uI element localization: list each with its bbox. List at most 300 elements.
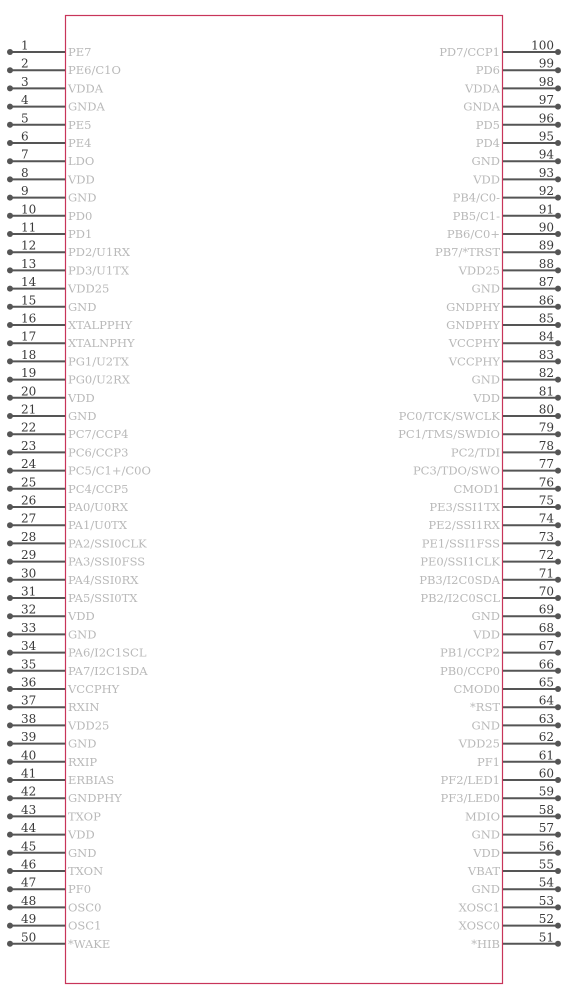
pin-name: PD1	[68, 227, 93, 241]
pin-name: MDIO	[465, 809, 500, 824]
pin-name: *WAKE	[68, 936, 111, 951]
pin-number: 46	[21, 857, 37, 872]
pin-name: PE3/SSI1TX	[429, 500, 500, 514]
pin-number: 53	[538, 893, 554, 908]
pin-number: 60	[538, 766, 554, 781]
pin-number: 83	[538, 347, 554, 362]
pin-name: VDD	[473, 172, 500, 187]
pin-name: GND	[471, 154, 500, 169]
right-pin-column	[398, 39, 561, 951]
pin-number: 76	[538, 475, 554, 490]
pin-name: PD4	[475, 136, 500, 150]
pin-name: CMOD1	[453, 481, 500, 496]
pin-endpoint-dot	[7, 140, 13, 146]
pin-endpoint-dot	[555, 104, 561, 110]
pin-name: *RST	[470, 700, 500, 715]
pin-name: PE1/SSI1FSS	[421, 536, 500, 551]
pin-number: 19	[21, 366, 37, 381]
pin-number: 92	[538, 184, 554, 199]
pin-name: LDO	[68, 154, 95, 169]
pin-endpoint-dot	[7, 104, 13, 110]
pin-number: 1	[21, 38, 29, 53]
pin-name: PA2/SSI0CLK	[68, 536, 147, 551]
pin-name: PD5	[475, 117, 500, 132]
pin-name: PA0/U0RX	[68, 500, 129, 514]
pin-number: 21	[21, 402, 37, 417]
pin-endpoint-dot	[555, 286, 561, 292]
pin-name: GND	[471, 372, 500, 387]
pin-number: 47	[21, 875, 37, 890]
pin-endpoint-dot	[7, 832, 13, 838]
pin-name: VCCPHY	[448, 354, 500, 369]
pin-name: GND	[471, 281, 500, 296]
pin-name: GNDA	[463, 99, 500, 114]
pin-endpoint-dot	[555, 886, 561, 892]
pin-number: 61	[538, 748, 554, 763]
pin-endpoint-dot	[555, 522, 561, 528]
pin-number: 45	[21, 839, 37, 854]
pin-name: VDD25	[458, 263, 500, 278]
pin-endpoint-dot	[555, 559, 561, 565]
pin-name: OSC0	[68, 900, 102, 915]
pin-name: XOSC0	[458, 918, 500, 933]
pin-79	[398, 421, 561, 442]
pin-name: PA4/SSI0RX	[68, 572, 139, 587]
pin-endpoint-dot	[555, 704, 561, 710]
pin-endpoint-dot	[555, 85, 561, 91]
pin-name: PB5/C1-	[452, 208, 500, 223]
pin-name: VDD	[68, 827, 95, 842]
left-pin-column	[7, 39, 151, 951]
pin-endpoint-dot	[7, 249, 13, 255]
pin-endpoint-dot	[555, 340, 561, 346]
pin-name: PC1/TMS/SWDIO	[398, 427, 500, 442]
pin-number: 6	[21, 129, 29, 144]
pin-endpoint-dot	[7, 431, 13, 437]
pin-endpoint-dot	[555, 358, 561, 364]
pin-name: PF3/LED0	[440, 791, 500, 806]
pin-endpoint-dot	[7, 176, 13, 182]
pin-endpoint-dot	[555, 650, 561, 656]
pin-name: PB4/C0-	[452, 190, 500, 205]
pin-endpoint-dot	[7, 631, 13, 637]
pin-6	[7, 130, 91, 151]
pin-name: PC6/CCP3	[68, 445, 129, 460]
pin-name: PC7/CCP4	[68, 427, 129, 442]
pin-number: 100	[531, 38, 554, 53]
pin-endpoint-dot	[555, 868, 561, 874]
pin-number: 27	[21, 511, 37, 526]
pin-10	[7, 202, 92, 223]
pin-number: 56	[538, 839, 554, 854]
pin-number: 43	[21, 802, 37, 817]
pin-name: GNDPHY	[446, 318, 500, 332]
pin-number: 13	[21, 256, 37, 271]
pin-name: PB0/CCP0	[439, 663, 500, 678]
pin-number: 8	[21, 165, 29, 180]
pin-number: 20	[21, 384, 37, 399]
pin-number: 29	[21, 548, 37, 563]
pin-name: GNDPHY	[68, 791, 122, 806]
pin-number: 28	[21, 529, 37, 544]
pin-number: 16	[21, 311, 37, 326]
pin-name: PF1	[476, 754, 500, 769]
pin-endpoint-dot	[7, 577, 13, 583]
pin-name: GND	[68, 736, 97, 751]
pin-endpoint-dot	[7, 504, 13, 510]
pin-endpoint-dot	[7, 340, 13, 346]
pin-endpoint-dot	[555, 249, 561, 255]
pin-number: 79	[538, 420, 554, 435]
pin-name: GNDA	[68, 99, 105, 114]
pin-name: PD3/U1TX	[68, 263, 130, 278]
pin-name: GND	[68, 845, 97, 860]
pin-endpoint-dot	[7, 231, 13, 237]
pin-endpoint-dot	[7, 777, 13, 783]
pin-number: 30	[21, 566, 37, 581]
pin-name: VBAT	[467, 864, 500, 878]
pin-name: VCCPHY	[448, 336, 500, 351]
pin-endpoint-dot	[555, 140, 561, 146]
pin-number: 87	[538, 275, 554, 290]
pin-endpoint-dot	[555, 486, 561, 492]
pin-number: 78	[538, 438, 554, 453]
pin-name: XTALNPHY	[68, 336, 135, 351]
pin-endpoint-dot	[7, 322, 13, 328]
pin-number: 90	[538, 220, 554, 235]
pin-name: GND	[68, 409, 97, 423]
pin-name: PB3/I2C0SDA	[419, 572, 500, 587]
pin-number: 15	[21, 293, 37, 308]
pin-name: PB6/C0+	[446, 227, 500, 241]
pin-number: 82	[538, 366, 554, 381]
pin-name: VDD	[473, 390, 500, 405]
pin-number: 67	[538, 639, 554, 654]
pin-5	[7, 111, 91, 132]
pin-name: GND	[471, 718, 500, 733]
pin-name: PF2/LED1	[440, 773, 500, 787]
pin-endpoint-dot	[555, 832, 561, 838]
pin-name: VDD25	[68, 281, 110, 296]
pin-endpoint-dot	[7, 650, 13, 656]
pin-number: 42	[21, 784, 37, 799]
pin-number: 31	[21, 584, 37, 599]
pin-endpoint-dot	[555, 176, 561, 182]
pin-endpoint-dot	[555, 49, 561, 55]
pin-endpoint-dot	[555, 631, 561, 637]
pin-number: 63	[538, 711, 554, 726]
pin-endpoint-dot	[555, 941, 561, 947]
pin-endpoint-dot	[555, 231, 561, 237]
pin-51	[471, 930, 561, 951]
pin-endpoint-dot	[7, 941, 13, 947]
pin-name: *HIB	[471, 936, 500, 951]
pin-name: VDDA	[464, 81, 500, 96]
pin-name: GND	[471, 827, 500, 842]
pin-endpoint-dot	[7, 377, 13, 383]
pin-number: 58	[538, 802, 554, 817]
pin-endpoint-dot	[7, 813, 13, 819]
pin-number: 18	[21, 347, 37, 362]
pin-endpoint-dot	[7, 741, 13, 747]
pin-endpoint-dot	[7, 158, 13, 164]
pin-name: PB7/*TRST	[434, 245, 500, 260]
pin-number: 39	[21, 730, 37, 745]
pin-name: RXIN	[68, 700, 100, 715]
pin-name: GND	[68, 627, 97, 642]
pin-name: PE6/C1O	[68, 63, 121, 78]
pin-endpoint-dot	[7, 195, 13, 201]
pin-number: 75	[538, 493, 554, 508]
pin-endpoint-dot	[555, 577, 561, 583]
pin-endpoint-dot	[555, 322, 561, 328]
pin-name: PA1/U0TX	[68, 518, 128, 533]
pin-number: 2	[21, 56, 29, 71]
pin-name: PE4	[68, 136, 92, 150]
pin-number: 55	[538, 857, 554, 872]
pin-number: 81	[538, 384, 554, 399]
pin-number: 37	[21, 693, 37, 708]
pin-endpoint-dot	[7, 395, 13, 401]
pin-endpoint-dot	[555, 158, 561, 164]
pin-endpoint-dot	[7, 704, 13, 710]
pin-47	[7, 876, 91, 897]
pin-name: PG1/U2TX	[68, 354, 129, 369]
pin-endpoint-dot	[7, 85, 13, 91]
pin-name: GND	[68, 190, 97, 205]
pin-50	[7, 930, 110, 951]
pin-endpoint-dot	[7, 286, 13, 292]
pin-80	[399, 403, 561, 424]
pin-number: 4	[21, 93, 29, 108]
pin-number: 10	[21, 202, 37, 217]
pin-number: 59	[538, 784, 554, 799]
pin-name: PA7/I2C1SDA	[68, 663, 148, 678]
pin-number: 11	[21, 220, 37, 235]
pin-number: 99	[538, 56, 554, 71]
pin-endpoint-dot	[7, 468, 13, 474]
pin-endpoint-dot	[555, 595, 561, 601]
pin-endpoint-dot	[555, 795, 561, 801]
pin-number: 14	[21, 275, 37, 290]
pin-endpoint-dot	[7, 358, 13, 364]
pin-11	[7, 221, 92, 242]
pin-endpoint-dot	[555, 741, 561, 747]
pin-endpoint-dot	[7, 559, 13, 565]
pin-endpoint-dot	[555, 540, 561, 546]
pin-name: GND	[471, 609, 500, 624]
pin-endpoint-dot	[7, 267, 13, 273]
pin-endpoint-dot	[555, 777, 561, 783]
pin-number: 70	[538, 584, 554, 599]
pin-number: 62	[538, 730, 554, 745]
pin-name: PC4/CCP5	[68, 481, 129, 496]
pin-endpoint-dot	[7, 522, 13, 528]
pin-endpoint-dot	[555, 686, 561, 692]
pin-number: 84	[538, 329, 554, 344]
pin-number: 57	[538, 821, 554, 836]
pin-name: RXIP	[68, 754, 98, 769]
pin-name: PE2/SSI1RX	[428, 518, 500, 533]
pin-name: PE7	[68, 45, 92, 59]
pin-endpoint-dot	[7, 49, 13, 55]
pin-endpoint-dot	[555, 759, 561, 765]
pin-number: 74	[538, 511, 554, 526]
pin-number: 89	[538, 238, 554, 253]
pin-number: 65	[538, 675, 554, 690]
pin-number: 73	[538, 529, 554, 544]
pin-endpoint-dot	[555, 431, 561, 437]
pin-endpoint-dot	[555, 813, 561, 819]
pin-number: 49	[21, 912, 37, 927]
pin-name: XTALPPHY	[68, 318, 133, 332]
pin-endpoint-dot	[555, 923, 561, 929]
pin-endpoint-dot	[7, 904, 13, 910]
pin-number: 24	[21, 457, 37, 472]
pin-number: 44	[21, 821, 37, 836]
pin-name: GND	[471, 882, 500, 897]
pin-number: 12	[21, 238, 37, 253]
pin-number: 96	[538, 111, 554, 126]
pin-endpoint-dot	[555, 267, 561, 273]
pin-name: VDD	[473, 627, 500, 642]
pin-name: TXOP	[68, 809, 101, 824]
pin-endpoint-dot	[555, 613, 561, 619]
pin-endpoint-dot	[7, 686, 13, 692]
pin-endpoint-dot	[555, 377, 561, 383]
pin-endpoint-dot	[7, 304, 13, 310]
pin-endpoint-dot	[7, 213, 13, 219]
pin-name: PC0/TCK/SWCLK	[398, 409, 500, 423]
pin-endpoint-dot	[555, 904, 561, 910]
pin-endpoint-dot	[7, 486, 13, 492]
pin-endpoint-dot	[555, 504, 561, 510]
pin-endpoint-dot	[7, 868, 13, 874]
pin-name: PA6/I2C1SCL	[68, 645, 147, 660]
pin-name: GND	[68, 299, 97, 314]
pin-number: 25	[21, 475, 37, 490]
pin-number: 35	[21, 657, 37, 672]
pin-name: PB1/CCP2	[439, 645, 500, 660]
pin-name: VDD25	[458, 736, 500, 751]
pin-number: 50	[21, 930, 37, 945]
pin-number: 86	[538, 293, 554, 308]
pin-name: PD0	[68, 208, 93, 223]
pin-endpoint-dot	[555, 213, 561, 219]
pin-endpoint-dot	[7, 850, 13, 856]
pin-number: 41	[21, 766, 37, 781]
pin-name: CMOD0	[453, 682, 500, 696]
pin-number: 71	[538, 566, 554, 581]
pin-endpoint-dot	[555, 449, 561, 455]
pin-name: VDD	[68, 609, 95, 624]
pin-endpoint-dot	[555, 413, 561, 419]
pin-endpoint-dot	[7, 613, 13, 619]
pin-number: 7	[21, 147, 29, 162]
pin-number: 97	[538, 93, 554, 108]
pin-number: 95	[538, 129, 554, 144]
pin-name: VDD	[68, 172, 95, 187]
pin-number: 94	[538, 147, 554, 162]
pin-endpoint-dot	[7, 122, 13, 128]
pin-number: 80	[538, 402, 554, 417]
pin-number: 51	[538, 930, 554, 945]
pin-number: 91	[538, 202, 554, 217]
pin-endpoint-dot	[7, 759, 13, 765]
pin-number: 68	[538, 620, 554, 635]
pin-endpoint-dot	[7, 595, 13, 601]
pin-name: VDD25	[68, 718, 110, 733]
pin-name: TXON	[68, 864, 104, 878]
pin-name: PD7/CCP1	[439, 45, 500, 59]
pin-number: 52	[538, 912, 554, 927]
pin-name: VCCPHY	[68, 682, 120, 696]
pin-1	[7, 39, 91, 60]
pin-endpoint-dot	[7, 668, 13, 674]
pin-name: PG0/U2RX	[68, 372, 130, 387]
pin-number: 77	[538, 457, 554, 472]
pin-number: 5	[21, 111, 29, 126]
pin-number: 72	[538, 548, 554, 563]
pin-endpoint-dot	[555, 850, 561, 856]
pin-number: 32	[21, 602, 37, 617]
pin-number: 36	[21, 675, 37, 690]
pin-name: VDD	[68, 390, 95, 405]
pin-endpoint-dot	[555, 122, 561, 128]
pin-number: 98	[538, 74, 554, 89]
pin-name: PC2/TDI	[450, 445, 500, 460]
pin-number: 48	[21, 893, 37, 908]
pin-name: PF0	[68, 882, 92, 897]
pin-number: 88	[538, 256, 554, 271]
pin-name: PE5	[68, 117, 92, 132]
pin-number: 23	[21, 438, 37, 453]
pin-name: XOSC1	[458, 900, 500, 915]
pin-name: VDD	[473, 845, 500, 860]
pin-name: PC5/C1+/C0O	[68, 463, 151, 478]
pin-endpoint-dot	[555, 67, 561, 73]
pin-number: 22	[21, 420, 37, 435]
pin-name: OSC1	[68, 918, 102, 933]
pin-name: PC3/TDO/SWO	[412, 463, 500, 478]
pin-endpoint-dot	[7, 67, 13, 73]
pin-endpoint-dot	[555, 195, 561, 201]
pin-name: PD6	[475, 63, 500, 78]
pin-endpoint-dot	[555, 304, 561, 310]
pin-endpoint-dot	[7, 795, 13, 801]
pin-number: 85	[538, 311, 554, 326]
pin-number: 34	[21, 639, 37, 654]
pin-number: 17	[21, 329, 37, 344]
pin-name: VDDA	[68, 81, 104, 96]
pin-endpoint-dot	[555, 668, 561, 674]
pin-endpoint-dot	[7, 540, 13, 546]
pin-endpoint-dot	[555, 722, 561, 728]
pin-name: PD2/U1RX	[68, 245, 131, 260]
pin-number: 38	[21, 711, 37, 726]
pin-number: 26	[21, 493, 37, 508]
pin-name: PE0/SSI1CLK	[420, 554, 500, 569]
pin-endpoint-dot	[7, 886, 13, 892]
pin-number: 93	[538, 165, 554, 180]
pin-number: 66	[538, 657, 554, 672]
pin-number: 33	[21, 620, 37, 635]
pin-endpoint-dot	[555, 468, 561, 474]
pin-name: PA3/SSI0FSS	[68, 554, 146, 569]
pin-number: 9	[21, 184, 29, 199]
pin-endpoint-dot	[7, 449, 13, 455]
pin-name: PB2/I2C0SCL	[420, 591, 500, 605]
